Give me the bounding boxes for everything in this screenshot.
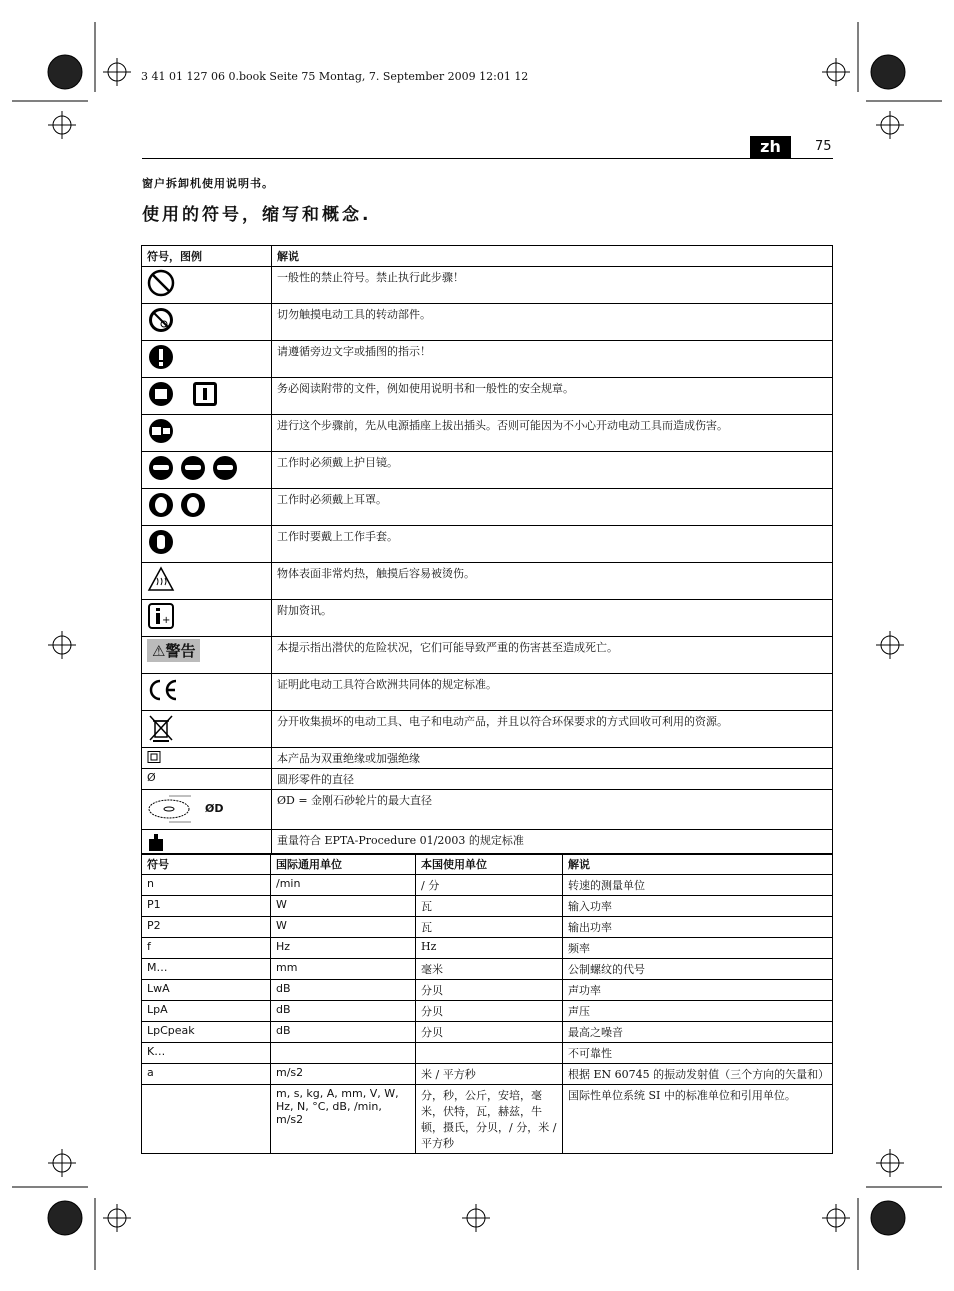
row-description: 切勿触摸电动工具的转动部件。 (272, 304, 833, 341)
no-touch-rotating-parts-icon (147, 306, 175, 334)
table-cell: 分，秒，公斤，安培，毫米，伏特，瓦，赫兹，牛顿，摄氏，分贝，/ 分，米 / 平方秒 (416, 1085, 563, 1154)
table-cell: P2 (142, 917, 271, 938)
column-header: 符号 (142, 854, 271, 875)
table-cell: mm (271, 959, 416, 980)
table-cell: LpCpeak (142, 1022, 271, 1043)
column-header: 解说 (563, 854, 833, 875)
table-cell: K… (142, 1043, 271, 1064)
row-description: 本产品为双重绝缘或加强绝缘 (272, 748, 833, 769)
grinding-disc-icon (147, 792, 199, 826)
table-row (142, 1001, 833, 1022)
table-row (142, 489, 833, 526)
column-header: 国际通用单位 (271, 854, 416, 875)
book-line: 3 41 01 127 06 0.book Seite 75 Montag, 7. September 2009 12:01 12 (141, 70, 529, 83)
table-cell: a (142, 1064, 271, 1085)
unplug-icon (147, 417, 175, 445)
weight-icon (147, 832, 165, 852)
table-row (142, 526, 833, 563)
table-row (142, 600, 833, 637)
table-header-row (142, 246, 833, 267)
hot-surface-icon (147, 565, 175, 593)
page-number: 75 (815, 139, 832, 154)
svg-text:+: + (162, 615, 171, 626)
gloves-icon (147, 528, 175, 556)
row-description: 一般性的禁止符号。禁止执行此步骤！ (272, 267, 833, 304)
table-cell: 根据 EN 60745 的振动发射值（三个方向的矢量和） (563, 1064, 833, 1085)
table-cell: 不可靠性 (563, 1043, 833, 1064)
table-cell: W (271, 917, 416, 938)
table-row (142, 748, 833, 769)
table-row (142, 1085, 833, 1154)
disc-diameter-label: ØD (205, 802, 224, 815)
read-manual-icon (147, 380, 219, 408)
header-rule (142, 158, 833, 159)
weee-bin-icon (147, 713, 175, 743)
table-cell: 最高之噪音 (563, 1022, 833, 1043)
table-row (142, 1043, 833, 1064)
document-subtitle: 窗户拆卸机使用说明书。 (142, 177, 274, 190)
table-row (142, 711, 833, 748)
table-cell: / 分 (416, 875, 563, 896)
table-cell: 分贝 (416, 1022, 563, 1043)
row-description: 务必阅读附带的文件，例如使用说明书和一般性的安全规章。 (272, 378, 833, 415)
table-cell: 米 / 平方秒 (416, 1064, 563, 1085)
info-icon (147, 602, 175, 630)
row-description: 工作时要戴上工作手套。 (272, 526, 833, 563)
table-header-row (142, 854, 833, 875)
row-description: ØD = 金刚石砂轮片的最大直径 (272, 790, 833, 830)
language-tag: zh (750, 136, 791, 158)
table-cell: LpA (142, 1001, 271, 1022)
ear-protection-icon (147, 491, 209, 519)
table-cell: m/s2 (271, 1064, 416, 1085)
symbols-table (141, 245, 833, 855)
table-cell: f (142, 938, 271, 959)
table-cell: 国际性单位系统 SI 中的标准单位和引用单位。 (563, 1085, 833, 1154)
table-row (142, 304, 833, 341)
table-row (142, 452, 833, 489)
section-title: 使用的符号，缩写和概念. (142, 205, 372, 225)
table-cell: W (271, 896, 416, 917)
table-cell: Hz (271, 938, 416, 959)
table-row (142, 415, 833, 452)
eye-protection-icon (147, 454, 239, 482)
diameter-symbol: Ø (142, 769, 272, 790)
table-cell: 公制螺纹的代号 (563, 959, 833, 980)
row-description: 重量符合 EPTA-Procedure 01/2003 的规定标准 (272, 830, 833, 855)
table-cell: 毫米 (416, 959, 563, 980)
table-cell (416, 1043, 563, 1064)
table-row (142, 896, 833, 917)
table-row (142, 378, 833, 415)
table-row (142, 790, 833, 830)
row-description: 物体表面非常灼热，触摸后容易被烫伤。 (272, 563, 833, 600)
table-row (142, 959, 833, 980)
table-cell: n (142, 875, 271, 896)
ce-mark-icon (147, 676, 179, 704)
table-cell: Hz (416, 938, 563, 959)
table-cell: 声压 (563, 1001, 833, 1022)
row-description: 工作时必须戴上护目镜。 (272, 452, 833, 489)
table-cell: P1 (142, 896, 271, 917)
table-cell: 输出功率 (563, 917, 833, 938)
row-description: 证明此电动工具符合欧洲共同体的规定标准。 (272, 674, 833, 711)
exclamation-icon (147, 343, 175, 371)
units-table (141, 853, 833, 1154)
prohibition-icon (147, 269, 175, 297)
table-cell: m, s, kg, A, mm, V, W, Hz, N, °C, dB, /min, m/s2 (271, 1085, 416, 1154)
table-row (142, 917, 833, 938)
row-description: 分开收集损坏的电动工具、电子和电动产品，并且以符合环保要求的方式回收可利用的资源。 (272, 711, 833, 748)
table-row (142, 980, 833, 1001)
table-row (142, 674, 833, 711)
table-row (142, 637, 833, 674)
row-description: 本提示指出潜伏的危险状况，它们可能导致严重的伤害甚至造成死亡。 (272, 637, 833, 674)
table-cell: 输入功率 (563, 896, 833, 917)
double-insulation-icon (147, 751, 161, 763)
row-description: 请遵循旁边文字或插图的指示！ (272, 341, 833, 378)
table-cell: dB (271, 980, 416, 1001)
table-cell: LwA (142, 980, 271, 1001)
table-cell: /min (271, 875, 416, 896)
warning-label-icon: ⚠警告 (147, 639, 200, 662)
table-cell (142, 1085, 271, 1154)
table-row (142, 830, 833, 855)
table-cell: M… (142, 959, 271, 980)
table-cell: 分贝 (416, 980, 563, 1001)
table-cell: 频率 (563, 938, 833, 959)
table-row (142, 563, 833, 600)
row-description: 附加资讯。 (272, 600, 833, 637)
table-row (142, 769, 833, 790)
table-cell (271, 1043, 416, 1064)
table-cell: 分贝 (416, 1001, 563, 1022)
table-row (142, 875, 833, 896)
column-header: 符号，图例 (142, 246, 272, 267)
column-header: 解说 (272, 246, 833, 267)
table-cell: 瓦 (416, 917, 563, 938)
table-row (142, 341, 833, 378)
table-cell: 转速的测量单位 (563, 875, 833, 896)
column-header: 本国使用单位 (416, 854, 563, 875)
row-description: 圆形零件的直径 (272, 769, 833, 790)
table-cell: dB (271, 1001, 416, 1022)
table-cell: 声功率 (563, 980, 833, 1001)
table-cell: 瓦 (416, 896, 563, 917)
table-row (142, 267, 833, 304)
table-row (142, 1022, 833, 1043)
table-row (142, 1064, 833, 1085)
table-cell: dB (271, 1022, 416, 1043)
table-row (142, 938, 833, 959)
row-description: 进行这个步骤前，先从电源插座上拔出插头。否则可能因为不小心开动电动工具而造成伤害。 (272, 415, 833, 452)
row-description: 工作时必须戴上耳罩。 (272, 489, 833, 526)
